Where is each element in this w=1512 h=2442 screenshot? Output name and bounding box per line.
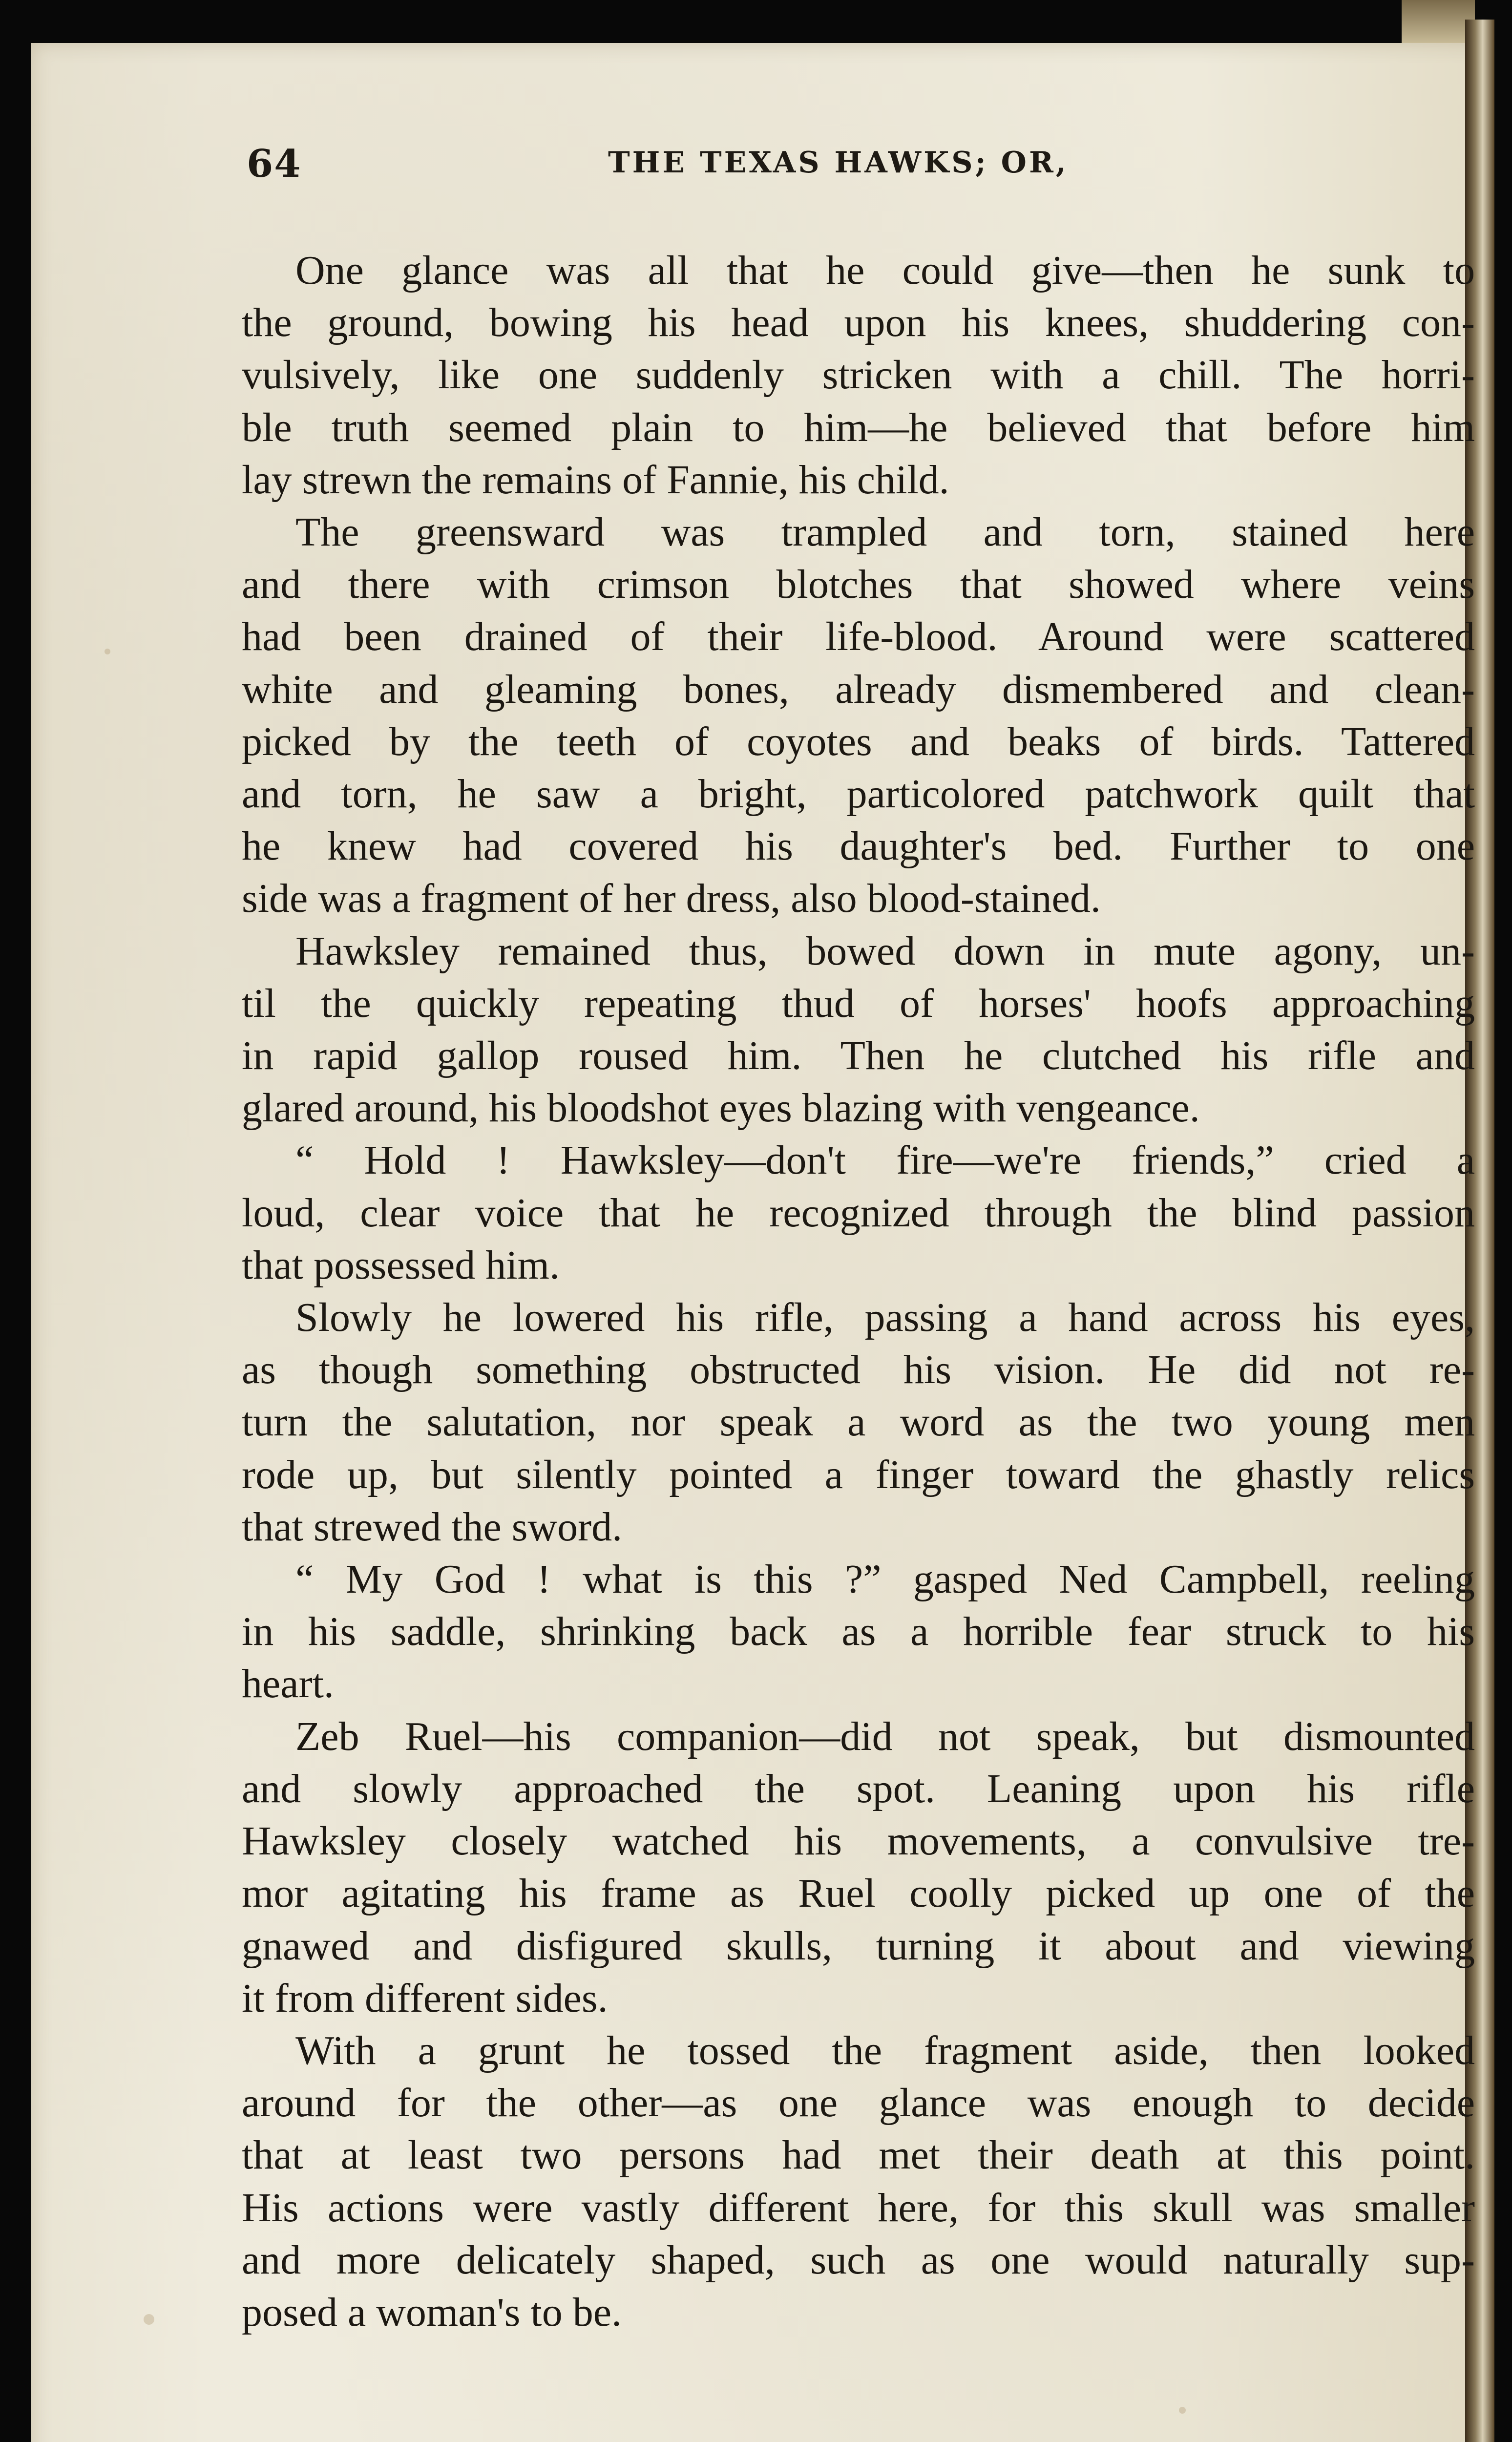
- text-line: gnawed and disfigured skulls, turning it about and viewing: [242, 1923, 1475, 1969]
- text-line: he knew had covered his daughter's bed. Further to one: [242, 823, 1475, 869]
- text-line: His actions were vastly different here, for this skull was smaller: [242, 2185, 1475, 2231]
- text-line: that at least two persons had met their death at this point.: [242, 2132, 1475, 2178]
- text-line: The greensward was trampled and torn, stained here: [295, 509, 1475, 555]
- text-line: side was a fragment of her dress, also blood-stained.: [242, 876, 1101, 922]
- paragraph: [242, 1710, 1475, 2024]
- paragraph: [242, 244, 1475, 506]
- text-line: One glance was all that he could give—then he sunk to: [295, 248, 1475, 293]
- text-line: posed a woman's to be.: [242, 2289, 622, 2335]
- text-line: vulsively, like one suddenly stricken with a chill. The horri-: [242, 352, 1475, 398]
- text-line: and slowly approached the spot. Leaning upon his rifle: [242, 1766, 1475, 1811]
- text-line: and there with crimson blotches that showed where veins: [242, 562, 1475, 608]
- paper-spot: [105, 649, 110, 654]
- page-header: [247, 142, 1468, 205]
- text-line: With a grunt he tossed the fragment aside, then looked: [295, 2027, 1475, 2073]
- text-line: that possessed him.: [242, 1242, 560, 1288]
- page-number: 64: [247, 142, 302, 186]
- text-line: had been drained of their life-blood. Around were scattered: [242, 614, 1475, 660]
- running-title: THE TEXAS HAWKS; OR,: [608, 146, 1069, 180]
- text-line: the ground, bowing his head upon his knees, shuddering con-: [242, 300, 1475, 346]
- text-line: lay strewn the remains of Fannie, his child.: [242, 457, 949, 503]
- text-line: til the quickly repeating thud of horses' hoofs approaching: [242, 980, 1475, 1026]
- text-line: as though something obstructed his vision. He did not re-: [242, 1347, 1475, 1393]
- text-line: mor agitating his frame as Ruel coolly picked up one of the: [242, 1871, 1475, 1916]
- text-line: glared around, his bloodshot eyes blazing with vengeance.: [242, 1085, 1200, 1131]
- text-line: and torn, he saw a bright, particolored patchwork quilt that: [242, 771, 1475, 817]
- paper-spot: [144, 2314, 154, 2325]
- paper-spot: [1179, 2407, 1186, 2414]
- text-line: Slowly he lowered his rifle, passing a hand across his eyes,: [295, 1295, 1475, 1341]
- paragraph: [242, 506, 1475, 925]
- book-spine-corner: [1402, 0, 1475, 44]
- text-line: Zeb Ruel—his companion—did not speak, but dismounted: [295, 1713, 1475, 1759]
- text-line: Hawksley closely watched his movements, a convulsive tre-: [242, 1818, 1475, 1864]
- text-line: “ Hold ! Hawksley—don't fire—we're friends,” cried a: [295, 1137, 1475, 1183]
- text-line: around for the other—as one glance was enough to decide: [242, 2080, 1475, 2126]
- text-line: in rapid gallop roused him. Then he clutched his rifle and: [242, 1033, 1475, 1079]
- text-line: and more delicately shaped, such as one would naturally sup-: [242, 2237, 1475, 2283]
- text-line: loud, clear voice that he recognized through the blind passion: [242, 1190, 1475, 1236]
- text-line: Hawksley remained thus, bowed down in mute agony, un-: [295, 928, 1475, 974]
- paragraph: [242, 1553, 1475, 1710]
- text-line: rode up, but silently pointed a finger toward the ghastly relics: [242, 1452, 1475, 1497]
- text-line: “ My God ! what is this ?” gasped Ned Campbell, reeling: [295, 1557, 1475, 1602]
- text-line: white and gleaming bones, already dismembered and clean-: [242, 666, 1475, 712]
- text-line: that strewed the sword.: [242, 1504, 623, 1550]
- body-text: [242, 244, 1475, 2338]
- paragraph: [242, 925, 1475, 1135]
- text-line: ble truth seemed plain to him—he believed that before him: [242, 404, 1475, 450]
- paragraph: [242, 2024, 1475, 2338]
- paragraph: [242, 1134, 1475, 1291]
- text-line: picked by the teeth of coyotes and beaks of birds. Tattered: [242, 718, 1475, 764]
- paragraph: [242, 1291, 1475, 1553]
- text-line: it from different sides.: [242, 1975, 608, 2021]
- text-line: in his saddle, shrinking back as a horrible fear struck to his: [242, 1609, 1475, 1655]
- text-line: heart.: [242, 1661, 334, 1707]
- text-line: turn the salutation, nor speak a word as the two young men: [242, 1399, 1475, 1445]
